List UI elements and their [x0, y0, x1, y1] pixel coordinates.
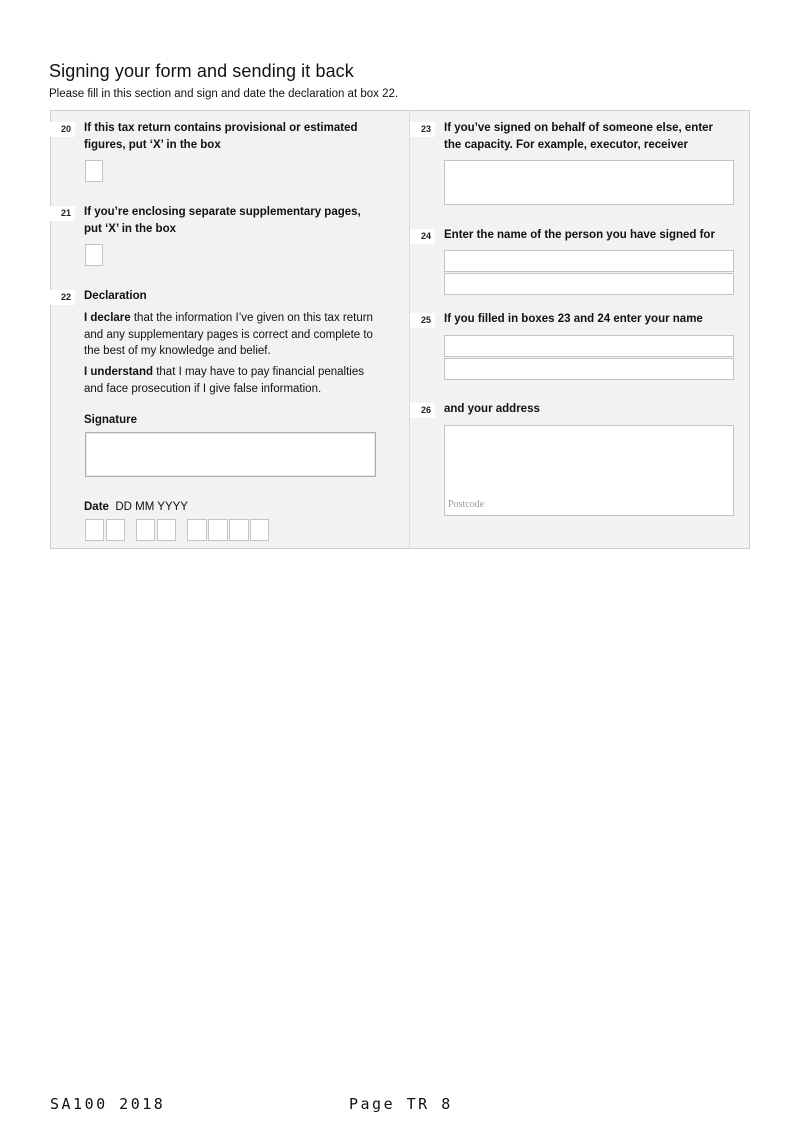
- declare-text-line3: the best of my knowledge and belief.: [84, 345, 271, 357]
- signed-for-name-line1[interactable]: [444, 250, 734, 272]
- date-year-digit-2[interactable]: [208, 519, 228, 541]
- form-id: SA100 2018: [50, 1095, 166, 1113]
- date-day-digit-2[interactable]: [106, 519, 125, 541]
- understand-bold: I understand: [84, 366, 154, 378]
- column-divider: [409, 111, 410, 548]
- signature-field[interactable]: [85, 432, 376, 477]
- question-21-text-line2: put ‘X’ in the box: [84, 223, 176, 235]
- signature-label: Signature: [84, 414, 138, 426]
- supplementary-pages-checkbox[interactable]: [85, 244, 103, 266]
- box-number-24: 24: [410, 229, 435, 244]
- declare-rest: that the information I’ve given on this tax return: [130, 312, 373, 324]
- understand-rest: that I may have to pay financial penalties: [153, 366, 364, 378]
- box-number-21: 21: [50, 206, 75, 221]
- date-year-digit-4[interactable]: [250, 519, 269, 541]
- your-name-line1[interactable]: [444, 335, 734, 357]
- capacity-field[interactable]: [444, 160, 734, 205]
- box-number-23: 23: [410, 122, 435, 137]
- section-instructions: Please fill in this section and sign and date the declaration at box 22.: [49, 88, 399, 100]
- declare-text-line2: and any supplementary pages is correct and complete to: [84, 329, 373, 341]
- box-number-26: 26: [410, 403, 435, 418]
- declare-text: [84, 310, 373, 327]
- provisional-figures-checkbox[interactable]: [85, 160, 103, 182]
- box-number-25: 25: [410, 313, 435, 328]
- question-23-text-line1: If you’ve signed on behalf of someone else, enter: [444, 122, 714, 134]
- date-month-digit-2[interactable]: [157, 519, 176, 541]
- page-number: Page TR 8: [349, 1095, 453, 1113]
- date-label-row: [84, 499, 188, 516]
- date-day-digit-1[interactable]: [85, 519, 104, 541]
- postcode-placeholder: Postcode: [448, 499, 485, 510]
- question-20-text-line1: If this tax return contains provisional or estimated: [84, 122, 358, 134]
- question-23-text-line2: the capacity. For example, executor, receiver: [444, 139, 688, 151]
- question-26-text: and your address: [444, 403, 540, 415]
- date-year-digit-3[interactable]: [229, 519, 249, 541]
- signed-for-name-line2[interactable]: [444, 273, 734, 295]
- declaration-title: Declaration: [84, 290, 147, 302]
- your-name-line2[interactable]: [444, 358, 734, 380]
- question-25-text: If you filled in boxes 23 and 24 enter your name: [444, 313, 703, 325]
- section-title: Signing your form and sending it back: [49, 61, 354, 81]
- box-number-22: 22: [50, 290, 75, 305]
- question-20-text-line2: figures, put ‘X’ in the box: [84, 139, 221, 151]
- address-field[interactable]: [444, 425, 734, 516]
- date-format-hint: DD MM YYYY: [115, 501, 188, 513]
- question-24-text: Enter the name of the person you have signed for: [444, 229, 715, 241]
- understand-text: [84, 364, 364, 381]
- date-label: Date: [84, 501, 109, 513]
- question-21-text-line1: If you’re enclosing separate supplementary pages,: [84, 206, 361, 218]
- box-number-20: 20: [50, 122, 75, 137]
- date-year-digit-1[interactable]: [187, 519, 207, 541]
- date-month-digit-1[interactable]: [136, 519, 155, 541]
- declare-bold: I declare: [84, 312, 131, 324]
- understand-text-line2: and face prosecution if I give false information.: [84, 383, 322, 395]
